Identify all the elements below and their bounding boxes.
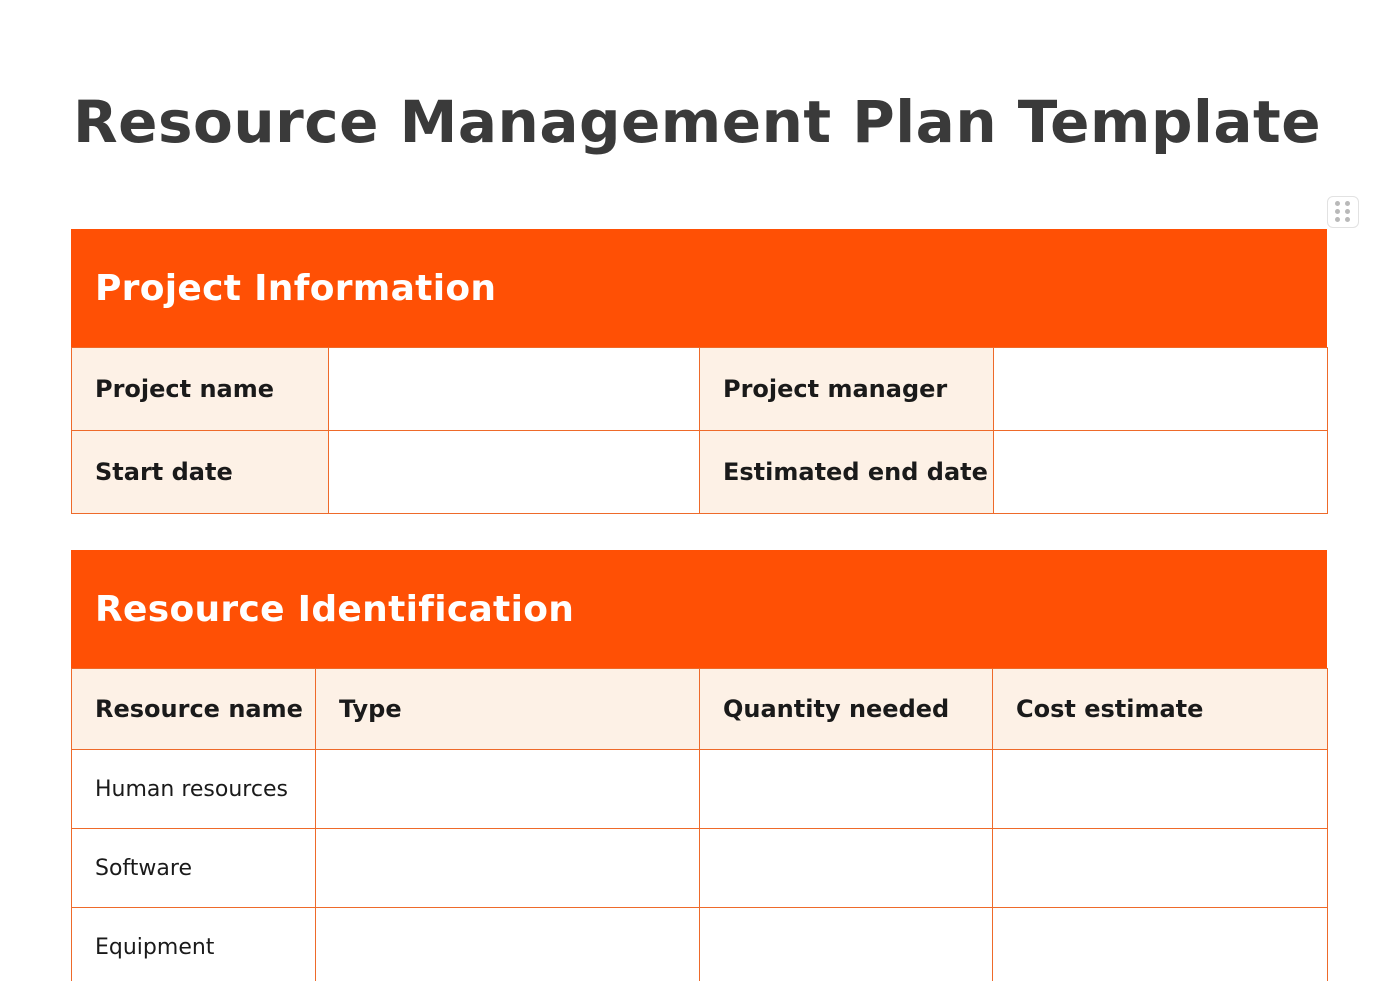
cost-cell[interactable] xyxy=(993,829,1328,908)
cost-cell[interactable] xyxy=(993,750,1328,829)
resource-name-cell[interactable]: Equipment xyxy=(72,908,316,981)
table-row xyxy=(72,348,1328,431)
table-row xyxy=(72,431,1328,514)
cost-cell[interactable] xyxy=(993,908,1328,981)
type-cell[interactable] xyxy=(316,829,700,908)
column-header: Type xyxy=(316,669,700,750)
section-heading: Project Information xyxy=(95,267,497,309)
section-header xyxy=(71,550,1327,668)
field-label: Start date xyxy=(72,431,329,514)
start-date-field[interactable] xyxy=(329,431,700,514)
estimated-end-date-field[interactable] xyxy=(994,431,1328,514)
type-cell[interactable] xyxy=(316,908,700,981)
quantity-cell[interactable] xyxy=(700,750,993,829)
table-header-row xyxy=(72,669,1328,750)
column-header: Cost estimate xyxy=(993,669,1328,750)
type-cell[interactable] xyxy=(316,750,700,829)
page-title: Resource Management Plan Template xyxy=(73,88,1322,156)
section-heading: Resource Identification xyxy=(95,588,575,630)
table-row xyxy=(72,829,1328,908)
field-label: Project manager xyxy=(700,348,994,431)
resource-name-cell[interactable]: Human resources xyxy=(72,750,316,829)
resource-identification-section xyxy=(71,550,1327,981)
project-manager-field[interactable] xyxy=(994,348,1328,431)
table-row xyxy=(72,908,1328,981)
project-information-section xyxy=(71,229,1327,514)
drag-handle-icon[interactable] xyxy=(1327,196,1359,228)
project-information-table xyxy=(71,347,1328,514)
field-label: Project name xyxy=(72,348,329,431)
quantity-cell[interactable] xyxy=(700,908,993,981)
field-label: Estimated end date xyxy=(700,431,994,514)
column-header: Quantity needed xyxy=(700,669,993,750)
table-row xyxy=(72,750,1328,829)
resource-identification-table xyxy=(71,668,1328,981)
resource-name-cell[interactable]: Software xyxy=(72,829,316,908)
section-header xyxy=(71,229,1327,347)
project-name-field[interactable] xyxy=(329,348,700,431)
column-header: Resource name xyxy=(72,669,316,750)
quantity-cell[interactable] xyxy=(700,829,993,908)
